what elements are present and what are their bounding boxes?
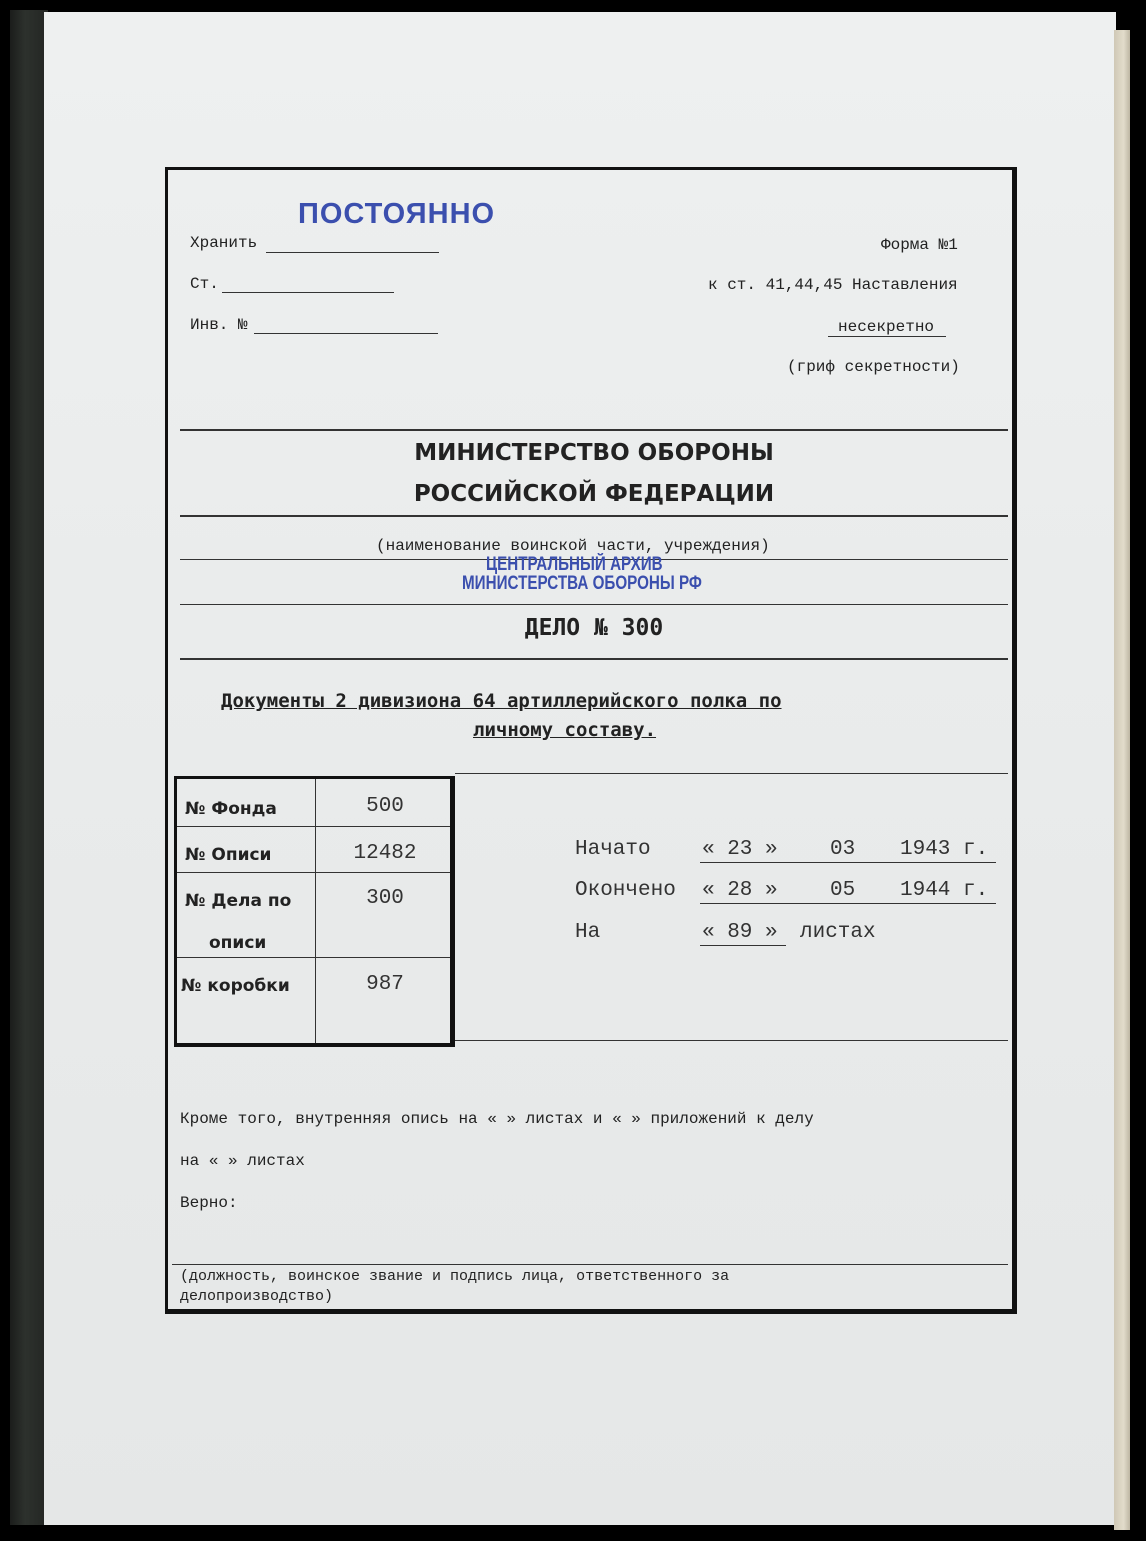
case-label: № Дела по <box>185 891 292 911</box>
started-underline <box>700 862 996 863</box>
permanent-stamp: ПОСТОЯННО <box>298 198 496 230</box>
form-number: Форма №1 <box>881 236 958 254</box>
sheets-word: листах <box>800 921 876 944</box>
verified-label: Верно: <box>180 1194 238 1212</box>
table-row-line <box>177 826 450 827</box>
registry-table <box>174 776 455 1047</box>
started-year: 1943 г. <box>900 838 989 861</box>
unit-caption: (наименование воинской части, учреждения) <box>376 537 770 555</box>
box-value: 987 <box>366 973 404 996</box>
ended-year: 1944 г. <box>900 879 989 902</box>
ended-month: 05 <box>830 879 856 902</box>
classification-underline <box>828 336 946 337</box>
classification-caption: (гриф секретности) <box>787 358 960 376</box>
keep-label: Хранить <box>190 234 258 252</box>
table-row-line <box>177 957 450 958</box>
signature-line <box>172 1264 1008 1265</box>
box-label: № коробки <box>181 976 290 996</box>
divider-6 <box>455 773 1008 774</box>
subject-line-1: Документы 2 дивизиона 64 артиллерийского полка по <box>221 690 782 712</box>
on-label: На <box>575 921 601 944</box>
fond-value: 500 <box>366 795 404 818</box>
ministry-line-1: МИНИСТЕРСТВО ОБОРОНЫ <box>414 440 774 466</box>
case-label-2: описи <box>209 933 267 953</box>
divider-4 <box>180 604 1008 605</box>
articles-reference: к ст. 41,44,45 Наставления <box>708 276 958 294</box>
started-label: Начато <box>575 838 651 861</box>
ended-underline <box>700 903 996 904</box>
subject-line-2: личному составу. <box>473 719 657 741</box>
keep-underline <box>266 252 439 253</box>
article-label: Ст. <box>190 275 219 293</box>
article-underline <box>222 292 394 293</box>
divider-1 <box>180 429 1008 431</box>
signature-caption-2: делопроизводство) <box>180 1288 334 1305</box>
fond-label: № Фонда <box>185 799 277 819</box>
page-edge <box>1114 30 1130 1530</box>
divider-5 <box>180 658 1008 660</box>
case-value: 300 <box>366 887 404 910</box>
inventory-underline <box>254 333 438 334</box>
archive-stamp-line-2: МИНИСТЕРСТВА ОБОРОНЫ РФ <box>462 573 702 594</box>
folder-spine <box>10 10 48 1525</box>
ended-day: « 28 » <box>702 879 778 902</box>
case-title: ДЕЛО № 300 <box>524 615 664 641</box>
started-month: 03 <box>830 838 856 861</box>
inventory-label: Инв. № <box>190 316 248 334</box>
table-divider <box>315 779 316 1043</box>
divider-7 <box>455 1040 1008 1041</box>
classification: несекретно <box>838 318 935 336</box>
divider-2 <box>180 515 1008 517</box>
opis-value: 12482 <box>353 842 417 865</box>
signature-caption-1: (должность, воинское звание и подпись лица, ответственного за <box>180 1268 730 1285</box>
opis-label: № Описи <box>185 845 272 865</box>
archive-stamp-line-1: ЦЕНТРАЛЬНЫЙ АРХИВ <box>486 554 663 575</box>
sheets-count: « 89 » <box>702 921 778 944</box>
additional-inventory: Кроме того, внутренняя опись на « » листах и « » приложений к делу <box>180 1110 814 1128</box>
table-row-line <box>177 872 450 873</box>
started-day: « 23 » <box>702 838 778 861</box>
sheets-underline <box>700 945 786 946</box>
ended-label: Окончено <box>575 879 676 902</box>
ministry-line-2: РОССИЙСКОЙ ФЕДЕРАЦИИ <box>413 481 775 507</box>
on-sheets: на « » листах <box>180 1152 305 1170</box>
